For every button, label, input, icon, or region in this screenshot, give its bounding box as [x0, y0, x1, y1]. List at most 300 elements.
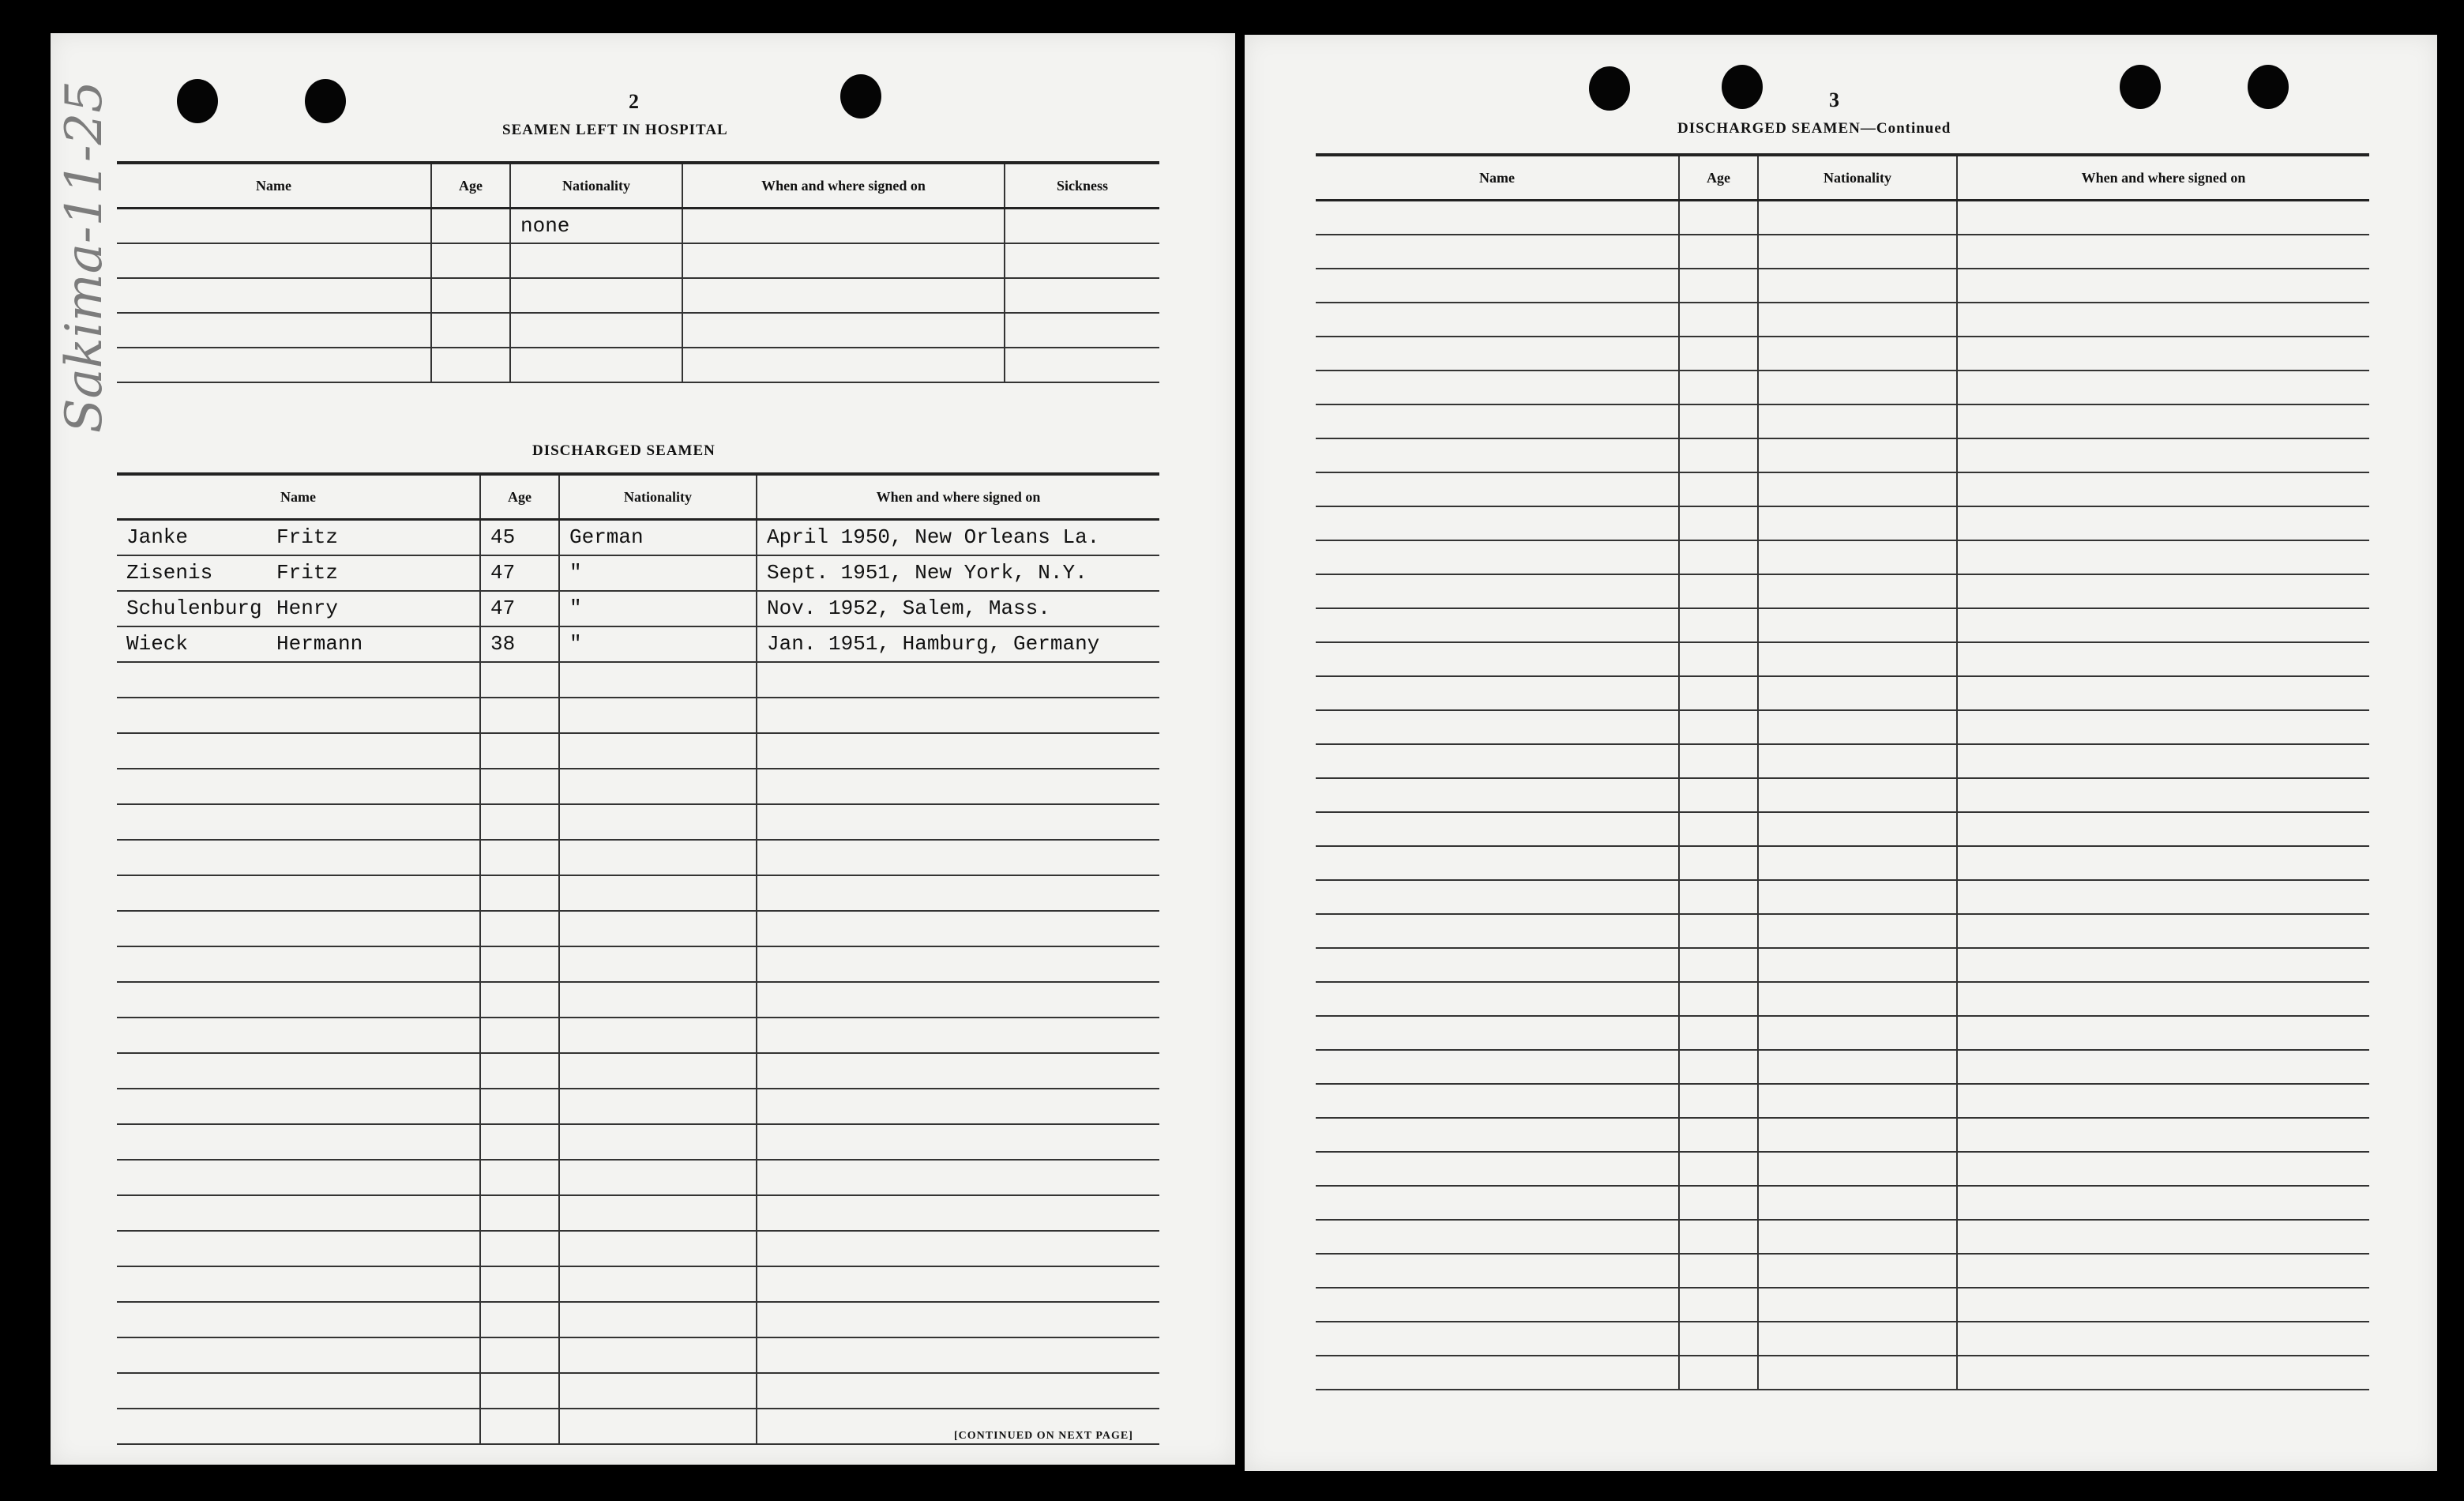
empty-cell [480, 875, 559, 911]
empty-cell [1679, 404, 1758, 438]
empty-cell [1679, 948, 1758, 982]
empty-cell [1957, 1254, 2369, 1288]
hospital-row [117, 348, 1159, 382]
empty-cell [559, 1160, 757, 1195]
hospital-cell [682, 348, 1005, 382]
empty-cell [1679, 438, 1758, 472]
hospital-cell [431, 313, 510, 348]
empty-cell [1957, 201, 2369, 235]
empty-cell [1679, 1254, 1758, 1288]
empty-table-row [1316, 812, 2369, 846]
empty-table-row [1316, 1118, 2369, 1152]
hospital-cell [431, 278, 510, 313]
empty-cell [1316, 914, 1679, 948]
empty-table-row [1316, 574, 2369, 608]
hospital-cell [1005, 278, 1159, 313]
empty-table-row [1316, 1152, 2369, 1186]
empty-cell [1679, 574, 1758, 608]
empty-cell [1758, 201, 1957, 235]
empty-cell [559, 946, 757, 982]
empty-cell [559, 662, 757, 698]
empty-cell [757, 911, 1159, 946]
empty-cell [757, 1231, 1159, 1266]
empty-cell [1758, 948, 1957, 982]
discharged-continued-table [1316, 153, 2369, 1390]
empty-cell [1758, 303, 1957, 337]
empty-cell [1957, 1322, 2369, 1356]
table-row [117, 626, 1159, 662]
empty-cell [1316, 404, 1679, 438]
empty-cell [1679, 506, 1758, 540]
empty-cell [1316, 1050, 1679, 1084]
continued-note: [CONTINUED ON NEXT PAGE] [954, 1430, 1133, 1442]
empty-cell [1679, 914, 1758, 948]
empty-cell [559, 1373, 757, 1409]
column-header: Name [117, 474, 480, 520]
empty-table-row [1316, 1186, 2369, 1220]
empty-cell [559, 875, 757, 911]
empty-table-row [117, 875, 1159, 911]
discharged-table [117, 472, 1159, 1445]
empty-cell [117, 1160, 480, 1195]
empty-table-row [1316, 235, 2369, 269]
hospital-cell [431, 209, 510, 243]
empty-cell [1758, 744, 1957, 778]
hospital-cell [431, 348, 510, 382]
empty-cell [480, 1195, 559, 1231]
empty-cell [480, 698, 559, 733]
empty-cell [480, 982, 559, 1018]
empty-cell [117, 946, 480, 982]
empty-cell [559, 1018, 757, 1053]
seaman-age: 47 [480, 591, 559, 626]
empty-cell [480, 1053, 559, 1089]
hospital-cell [1005, 348, 1159, 382]
left-page [51, 33, 1235, 1465]
empty-cell [559, 1231, 757, 1266]
empty-cell [480, 662, 559, 698]
empty-cell [559, 1124, 757, 1160]
hospital-cell [117, 278, 431, 313]
empty-cell [117, 1195, 480, 1231]
empty-cell [117, 982, 480, 1018]
column-header: Sickness [1005, 163, 1159, 209]
empty-cell [1957, 642, 2369, 676]
hospital-cell: none [510, 209, 682, 243]
empty-cell [1316, 608, 1679, 642]
seaman-signed-on: Jan. 1951, Hamburg, Germany [757, 626, 1159, 662]
empty-cell [1957, 982, 2369, 1016]
column-header: When and where signed on [682, 163, 1005, 209]
empty-cell [1316, 371, 1679, 404]
empty-table-row [117, 733, 1159, 769]
empty-table-row [1316, 744, 2369, 778]
empty-cell [1679, 371, 1758, 404]
empty-cell [1758, 235, 1957, 269]
empty-table-row [117, 946, 1159, 982]
empty-table-row [1316, 1356, 2369, 1390]
empty-table-row [1316, 404, 2369, 438]
empty-cell [1679, 235, 1758, 269]
empty-table-row [117, 1124, 1159, 1160]
hospital-row [117, 209, 1159, 243]
empty-table-row [1316, 337, 2369, 371]
seaman-signed-on: Sept. 1951, New York, N.Y. [757, 555, 1159, 591]
empty-cell [559, 1266, 757, 1302]
hospital-header-row [117, 163, 1159, 209]
continued-header-row [1316, 155, 2369, 201]
seaman-nationality: German [559, 520, 757, 555]
column-header: Nationality [1758, 155, 1957, 201]
empty-table-row [1316, 710, 2369, 744]
empty-cell [1316, 337, 1679, 371]
empty-cell [1679, 982, 1758, 1016]
empty-cell [480, 946, 559, 982]
empty-cell [117, 1337, 480, 1373]
empty-table-row [117, 1053, 1159, 1089]
page-number: 2 [629, 90, 639, 113]
empty-cell [117, 733, 480, 769]
seaman-surname: Zisenis [126, 561, 213, 585]
seaman-given-name: Hermann [276, 632, 363, 656]
empty-cell [1679, 880, 1758, 914]
empty-cell [1316, 1084, 1679, 1118]
empty-cell [1758, 982, 1957, 1016]
punch-hole [1589, 66, 1630, 111]
empty-table-row [1316, 1084, 2369, 1118]
empty-table-row [117, 1089, 1159, 1124]
empty-table-row [1316, 472, 2369, 506]
empty-cell [1758, 438, 1957, 472]
empty-table-row [1316, 880, 2369, 914]
empty-cell [757, 662, 1159, 698]
empty-cell [1316, 710, 1679, 744]
hospital-cell [117, 313, 431, 348]
empty-cell [1679, 201, 1758, 235]
empty-cell [1679, 778, 1758, 812]
empty-table-row [1316, 371, 2369, 404]
empty-cell [757, 698, 1159, 733]
empty-cell [1679, 744, 1758, 778]
empty-cell [1679, 608, 1758, 642]
empty-cell [1679, 642, 1758, 676]
empty-cell [757, 946, 1159, 982]
empty-cell [1758, 269, 1957, 303]
empty-cell [1758, 812, 1957, 846]
seaman-signed-on: April 1950, New Orleans La. [757, 520, 1159, 555]
empty-cell [1758, 1016, 1957, 1050]
empty-cell [1316, 303, 1679, 337]
empty-cell [1758, 1288, 1957, 1322]
empty-table-row [1316, 948, 2369, 982]
empty-cell [480, 1231, 559, 1266]
seaman-age: 45 [480, 520, 559, 555]
seaman-nationality: " [559, 626, 757, 662]
empty-cell [1957, 574, 2369, 608]
empty-table-row [117, 1018, 1159, 1053]
empty-cell [1957, 371, 2369, 404]
empty-table-row [1316, 269, 2369, 303]
empty-table-row [1316, 846, 2369, 880]
hospital-cell [510, 348, 682, 382]
empty-table-row [1316, 914, 2369, 948]
empty-table-row [117, 769, 1159, 804]
empty-cell [1957, 880, 2369, 914]
seaman-surname: Schulenburg [126, 596, 262, 620]
empty-cell [1957, 1016, 2369, 1050]
empty-cell [117, 1124, 480, 1160]
empty-cell [480, 1337, 559, 1373]
empty-cell [1957, 472, 2369, 506]
empty-cell [757, 1053, 1159, 1089]
empty-cell [480, 1409, 559, 1444]
punch-hole [840, 74, 881, 118]
hospital-section-title: SEAMEN LEFT IN HOSPITAL [502, 122, 728, 138]
empty-cell [1957, 1356, 2369, 1390]
empty-cell [117, 662, 480, 698]
empty-cell [559, 1053, 757, 1089]
empty-cell [1316, 1118, 1679, 1152]
empty-table-row [1316, 201, 2369, 235]
column-header: When and where signed on [757, 474, 1159, 520]
empty-cell [757, 1337, 1159, 1373]
empty-cell [117, 1053, 480, 1089]
hospital-cell [1005, 313, 1159, 348]
seaman-given-name: Henry [276, 596, 339, 620]
empty-cell [757, 769, 1159, 804]
empty-table-row [1316, 303, 2369, 337]
empty-cell [1679, 1356, 1758, 1390]
hospital-row [117, 243, 1159, 278]
empty-cell [1758, 1254, 1957, 1288]
empty-table-row [1316, 1254, 2369, 1288]
page-number: 3 [1829, 88, 1839, 111]
empty-cell [559, 840, 757, 875]
hospital-row [117, 278, 1159, 313]
empty-table-row [117, 1160, 1159, 1195]
section-title-suffix: —Continued [1860, 120, 1951, 137]
empty-cell [1679, 1322, 1758, 1356]
empty-cell [559, 1302, 757, 1337]
empty-table-row [1316, 676, 2369, 710]
empty-cell [757, 1124, 1159, 1160]
seaman-given-name: Fritz [276, 525, 339, 550]
empty-table-row [1316, 608, 2369, 642]
empty-cell [757, 982, 1159, 1018]
empty-cell [757, 1195, 1159, 1231]
empty-cell [1316, 1322, 1679, 1356]
empty-cell [1316, 846, 1679, 880]
table-row [117, 520, 1159, 555]
empty-cell [1316, 269, 1679, 303]
hospital-cell [1005, 243, 1159, 278]
empty-cell [559, 1195, 757, 1231]
empty-cell [1758, 880, 1957, 914]
empty-cell [1758, 1356, 1957, 1390]
empty-table-row [117, 1195, 1159, 1231]
empty-cell [1957, 438, 2369, 472]
column-header: Age [1679, 155, 1758, 201]
hospital-cell [117, 209, 431, 243]
empty-cell [1758, 574, 1957, 608]
empty-cell [559, 1089, 757, 1124]
empty-cell [1758, 1050, 1957, 1084]
empty-cell [1758, 371, 1957, 404]
empty-cell [1957, 1050, 2369, 1084]
hospital-cell [510, 313, 682, 348]
empty-cell [1679, 1288, 1758, 1322]
empty-cell [117, 1089, 480, 1124]
empty-cell [1957, 303, 2369, 337]
empty-cell [1758, 1220, 1957, 1254]
empty-cell [559, 1409, 757, 1444]
column-header: Age [480, 474, 559, 520]
empty-cell [1679, 676, 1758, 710]
empty-cell [1957, 540, 2369, 574]
empty-cell [1679, 1118, 1758, 1152]
empty-cell [757, 1018, 1159, 1053]
empty-cell [1758, 337, 1957, 371]
empty-cell [480, 1089, 559, 1124]
empty-table-row [117, 1337, 1159, 1373]
empty-cell [480, 1302, 559, 1337]
empty-cell [1957, 608, 2369, 642]
column-header: Age [431, 163, 510, 209]
empty-cell [480, 769, 559, 804]
empty-table-row [1316, 438, 2369, 472]
hospital-cell [510, 278, 682, 313]
empty-cell [1758, 846, 1957, 880]
empty-cell [1957, 914, 2369, 948]
empty-cell [1758, 642, 1957, 676]
seaman-name-cell [117, 591, 480, 626]
seaman-age: 38 [480, 626, 559, 662]
empty-cell [559, 982, 757, 1018]
empty-table-row [1316, 982, 2369, 1016]
empty-cell [1957, 812, 2369, 846]
empty-cell [1679, 269, 1758, 303]
empty-table-row [117, 911, 1159, 946]
empty-cell [1316, 1356, 1679, 1390]
empty-cell [559, 1337, 757, 1373]
seaman-age: 47 [480, 555, 559, 591]
empty-cell [1316, 744, 1679, 778]
empty-cell [1316, 642, 1679, 676]
empty-cell [757, 804, 1159, 840]
empty-cell [1957, 948, 2369, 982]
seaman-surname: Wieck [126, 632, 189, 656]
empty-table-row [1316, 1220, 2369, 1254]
empty-cell [1957, 235, 2369, 269]
empty-cell [1316, 1186, 1679, 1220]
empty-cell [1957, 1118, 2369, 1152]
empty-table-row [117, 1373, 1159, 1409]
empty-table-row [117, 840, 1159, 875]
empty-cell [1316, 676, 1679, 710]
empty-cell [1957, 404, 2369, 438]
empty-cell [480, 1373, 559, 1409]
empty-cell [757, 1160, 1159, 1195]
empty-cell [1316, 778, 1679, 812]
empty-table-row [1316, 506, 2369, 540]
hospital-cell [682, 313, 1005, 348]
empty-cell [1758, 608, 1957, 642]
discharged-section-title: DISCHARGED SEAMEN [532, 442, 716, 459]
empty-cell [1679, 846, 1758, 880]
empty-cell [480, 1266, 559, 1302]
empty-cell [1679, 1186, 1758, 1220]
empty-cell [480, 1018, 559, 1053]
empty-cell [1316, 948, 1679, 982]
empty-cell [1316, 1152, 1679, 1186]
empty-table-row [1316, 642, 2369, 676]
column-header: Nationality [559, 474, 757, 520]
empty-cell [1957, 846, 2369, 880]
empty-cell [1957, 1084, 2369, 1118]
hospital-table [117, 161, 1159, 383]
seaman-nationality: " [559, 591, 757, 626]
empty-cell [1758, 1186, 1957, 1220]
seaman-given-name: Fritz [276, 561, 339, 585]
empty-cell [117, 769, 480, 804]
punch-hole [2120, 65, 2161, 109]
hospital-cell [682, 278, 1005, 313]
empty-cell [1316, 1254, 1679, 1288]
empty-table-row [1316, 1016, 2369, 1050]
empty-cell [1758, 1322, 1957, 1356]
empty-cell [117, 1302, 480, 1337]
empty-cell [1679, 472, 1758, 506]
column-header: Name [117, 163, 431, 209]
column-header: Name [1316, 155, 1679, 201]
seaman-name-cell [117, 520, 480, 555]
empty-cell [480, 911, 559, 946]
continued-section-title [1677, 120, 1951, 137]
empty-cell [1758, 676, 1957, 710]
empty-cell [1957, 1220, 2369, 1254]
empty-cell [480, 733, 559, 769]
hospital-cell [510, 243, 682, 278]
empty-table-row [117, 982, 1159, 1018]
empty-cell [117, 1266, 480, 1302]
empty-cell [757, 1089, 1159, 1124]
empty-table-row [117, 1266, 1159, 1302]
hospital-cell [117, 243, 431, 278]
empty-cell [1679, 1016, 1758, 1050]
hospital-cell [1005, 209, 1159, 243]
empty-cell [559, 911, 757, 946]
hospital-row [117, 313, 1159, 348]
empty-cell [1957, 676, 2369, 710]
empty-cell [480, 840, 559, 875]
empty-cell [1758, 778, 1957, 812]
empty-cell [1679, 1152, 1758, 1186]
empty-cell [117, 875, 480, 911]
empty-cell [117, 1231, 480, 1266]
empty-cell [1758, 1152, 1957, 1186]
empty-cell [757, 875, 1159, 911]
empty-cell [1758, 540, 1957, 574]
empty-cell [1316, 506, 1679, 540]
empty-cell [1679, 337, 1758, 371]
punch-hole [1722, 65, 1763, 109]
empty-cell [117, 1373, 480, 1409]
right-page [1245, 35, 2437, 1471]
empty-table-row [1316, 540, 2369, 574]
empty-cell [757, 1302, 1159, 1337]
empty-cell [1758, 1084, 1957, 1118]
empty-cell [480, 1160, 559, 1195]
